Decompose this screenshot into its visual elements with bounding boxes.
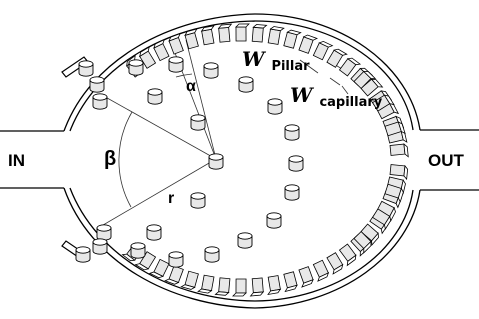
outlet-label: OUT — [428, 151, 464, 170]
interior-pillar-18 — [97, 225, 111, 240]
interior-pillar-3 — [148, 89, 162, 104]
perimeter-pillar-35 — [311, 260, 330, 281]
interior-pillar-17 — [131, 243, 145, 258]
interior-pillar-4 — [191, 115, 205, 130]
interior-pillar-7 — [204, 63, 218, 78]
perimeter-pillar-3 — [153, 40, 172, 61]
perimeter-pillar-34 — [296, 267, 314, 287]
interior-pillar-12 — [285, 185, 299, 200]
perimeter-pillar-5 — [184, 29, 201, 49]
perimeter-pillar-10 — [268, 26, 284, 45]
interior-pillar-9 — [268, 99, 282, 114]
perimeter-pillar-8 — [236, 24, 249, 41]
interior-pillar-11 — [289, 156, 303, 171]
interior-pillar-16 — [169, 252, 183, 267]
perimeter-pillar-28 — [198, 275, 214, 294]
interior-pillar-21 — [191, 193, 205, 208]
beta-arc — [119, 112, 132, 207]
interior-pillar-5 — [129, 60, 143, 75]
w-capillary-sub: capillary — [319, 95, 383, 110]
interior-pillar-22 — [79, 61, 93, 76]
perimeter-pillar-9 — [252, 24, 266, 42]
interior-pillar-6 — [169, 57, 183, 72]
perimeter-pillar-33 — [281, 272, 298, 292]
perimeter-pillar-22 — [390, 144, 408, 159]
interior-pillar-24 — [76, 247, 90, 262]
perimeter-pillar-32 — [265, 276, 281, 295]
interior-pillar-8 — [239, 77, 253, 92]
radius-label: r — [168, 190, 175, 207]
perimeter-pillar-30 — [233, 279, 246, 296]
perimeter-pillar-11 — [284, 29, 301, 49]
interior-pillar-10 — [285, 125, 299, 140]
beta-label: β — [104, 148, 117, 170]
perimeter-pillar-29 — [215, 277, 230, 295]
perimeter-pillar-26 — [165, 265, 183, 285]
w-pillar-main: W — [242, 47, 265, 71]
interior-pillar-20 — [147, 225, 161, 240]
alpha-label: α — [186, 78, 196, 95]
wcap-dim-2 — [342, 86, 348, 94]
perimeter-pillar-31 — [249, 278, 263, 296]
interior-pillar-13 — [267, 213, 281, 228]
inlet-label: IN — [8, 151, 25, 170]
wcap-dim-1 — [330, 78, 340, 85]
alpha-line-2 — [186, 40, 216, 159]
interior-pillar-15 — [205, 247, 219, 262]
inlet-notch-walls — [62, 57, 88, 261]
interior-pillar-19 — [93, 239, 107, 254]
perimeter-pillar-6 — [201, 26, 217, 45]
w-pillar-label — [242, 47, 310, 74]
interior-pillar-23 — [90, 77, 104, 92]
perimeter-pillar-7 — [218, 24, 233, 42]
perimeter-pillar-12 — [299, 34, 317, 54]
interior-pillar-14 — [238, 233, 252, 248]
w-capillary-main: W — [290, 83, 313, 107]
perimeter-pillar-44 — [390, 165, 408, 180]
interior-pillar-2 — [93, 94, 107, 109]
w-pillar-sub: Pillar — [271, 59, 310, 74]
interior-pillar-1 — [209, 154, 223, 169]
perimeter-pillar-27 — [181, 270, 198, 290]
